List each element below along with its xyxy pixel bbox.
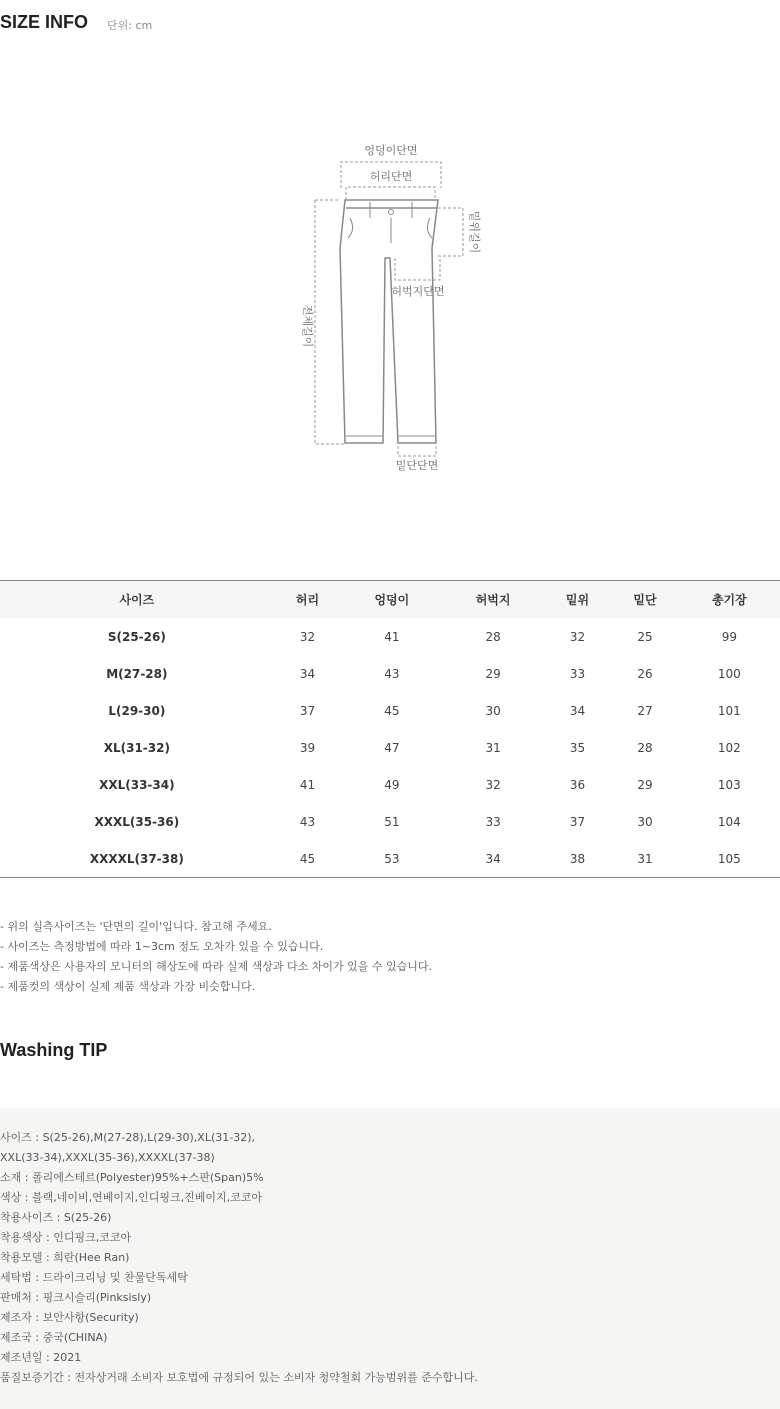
product-info-line: XXL(33-34),XXXL(35-36),XXXXL(37-38) xyxy=(0,1151,215,1164)
product-info-line: 품질보증기간 : 전자상거래 소비자 보호법에 규정되어 있는 소비자 청약철회 가능범위를 준수합니다. xyxy=(0,1371,478,1384)
pants-illustration xyxy=(340,200,438,443)
table-cell: 53 xyxy=(384,851,400,866)
product-info-line: 착용색상 : 인디핑크,코코아 xyxy=(0,1231,132,1244)
table-cell: 27 xyxy=(637,703,653,718)
table-row xyxy=(0,729,780,766)
table-cell: 37 xyxy=(569,814,586,829)
table-cell: 43 xyxy=(299,814,316,829)
product-info-line: 제조년일 : 2021 xyxy=(0,1351,82,1364)
table-row xyxy=(0,840,780,878)
pants-measurement-diagram xyxy=(290,138,490,478)
table-cell: 45 xyxy=(299,851,316,866)
table-cell-size: S(25-26) xyxy=(107,629,166,644)
product-info-list xyxy=(0,1128,478,1388)
table-cell: 32 xyxy=(569,629,586,644)
table-row xyxy=(0,766,780,803)
table-cell: 30 xyxy=(485,703,501,718)
table-cell: 31 xyxy=(485,740,501,755)
table-cell: 32 xyxy=(299,629,316,644)
note-line: - 사이즈는 측정방법에 따라 1~3cm 정도 오차가 있을 수 있습니다. xyxy=(0,940,324,953)
hip-measurement-label: 엉덩이단면 xyxy=(364,144,418,157)
size-table xyxy=(0,580,780,878)
table-cell: 34 xyxy=(299,666,316,681)
size-unit-label: 단위: cm xyxy=(107,19,153,32)
product-info-line: 색상 : 블랙,네이비,연베이지,인디핑크,진베이지,코코아 xyxy=(0,1191,262,1204)
table-cell: 41 xyxy=(299,777,316,792)
table-cell: 34 xyxy=(485,851,501,866)
header-thigh: 허벅지 xyxy=(442,581,543,619)
product-info-box xyxy=(0,1108,780,1409)
table-cell: 105 xyxy=(717,851,741,866)
table-cell: 33 xyxy=(569,666,586,681)
table-row xyxy=(0,655,780,692)
table-cell: 99 xyxy=(721,629,737,644)
header-size: 사이즈 xyxy=(0,581,274,619)
table-cell: 51 xyxy=(384,814,400,829)
table-cell: 38 xyxy=(569,851,586,866)
size-table-header-row xyxy=(0,581,780,619)
table-cell: 37 xyxy=(299,703,316,718)
product-info-line: 세탁법 : 드라이크리닝 및 찬물단독세탁 xyxy=(0,1271,188,1284)
total-length-measurement-label: 전체길이 xyxy=(301,304,314,348)
note-line: - 제품컷의 색상이 실제 제품 색상과 가장 비슷합니다. xyxy=(0,980,256,993)
table-cell: 41 xyxy=(384,629,400,644)
washing-tip-title: Washing TIP xyxy=(0,1040,108,1060)
product-info-line: 판매처 : 핑크시슬리(Pinksisly) xyxy=(0,1291,152,1304)
product-info-line: 제조국 : 중국(CHINA) xyxy=(0,1331,108,1344)
waist-measurement-label: 허리단면 xyxy=(369,170,413,183)
table-cell: 45 xyxy=(384,703,400,718)
product-info-line: 착용모델 : 희란(Hee Ran) xyxy=(0,1251,130,1264)
table-cell: 30 xyxy=(637,814,653,829)
table-cell: 35 xyxy=(569,740,586,755)
table-cell: 25 xyxy=(637,629,653,644)
header-hip: 엉덩이 xyxy=(341,581,442,619)
table-cell: 29 xyxy=(485,666,501,681)
table-cell-size: M(27-28) xyxy=(106,666,168,681)
table-cell: 29 xyxy=(637,777,653,792)
header-hem: 밑단 xyxy=(611,581,679,619)
table-cell: 39 xyxy=(299,740,316,755)
product-info-line: 사이즈 : S(25-26),M(27-28),L(29-30),XL(31-32), xyxy=(0,1131,256,1144)
hem-measurement-label: 밑단단면 xyxy=(395,459,439,472)
size-info-title: SIZE INFO xyxy=(0,12,89,32)
table-cell: 36 xyxy=(569,777,586,792)
table-cell: 33 xyxy=(485,814,501,829)
table-cell: 101 xyxy=(717,703,741,718)
table-cell-size: L(29-30) xyxy=(108,703,166,718)
table-row xyxy=(0,692,780,729)
table-cell: 47 xyxy=(384,740,400,755)
rise-measurement-label: 밑위길이 xyxy=(468,210,481,254)
table-cell: 103 xyxy=(717,777,741,792)
table-cell-size: XXL(33-34) xyxy=(99,777,175,792)
header-rise: 밑위 xyxy=(544,581,612,619)
table-cell: 34 xyxy=(569,703,586,718)
note-line: - 위의 실측사이즈는 '단면의 길이'입니다. 참고해 주세요. xyxy=(0,920,272,933)
table-cell: 100 xyxy=(717,666,741,681)
product-info-line: 착용사이즈 : S(25-26) xyxy=(0,1211,112,1224)
table-cell: 28 xyxy=(485,629,501,644)
header-waist: 허리 xyxy=(274,581,342,619)
table-cell: 26 xyxy=(637,666,653,681)
table-cell-size: XXXL(35-36) xyxy=(94,814,180,829)
table-cell: 102 xyxy=(717,740,741,755)
product-info-line: 소재 : 폴리에스테르(Polyester)95%+스판(Span)5% xyxy=(0,1171,264,1184)
table-cell: 43 xyxy=(384,666,400,681)
table-cell: 49 xyxy=(384,777,400,792)
table-cell: 32 xyxy=(485,777,501,792)
product-info-line: 제조자 : 보안사항(Security) xyxy=(0,1311,139,1324)
table-row xyxy=(0,618,780,655)
table-row xyxy=(0,803,780,840)
pants-diagram-svg xyxy=(290,138,490,478)
size-notes xyxy=(0,917,780,997)
table-cell-size: XL(31-32) xyxy=(103,740,170,755)
note-line: - 제품색상은 사용자의 모니터의 해상도에 따라 실제 색상과 다소 차이가 있을 수 있습니다. xyxy=(0,960,432,973)
header-total-length: 총기장 xyxy=(679,581,780,619)
table-cell: 28 xyxy=(637,740,653,755)
table-cell-size: XXXXL(37-38) xyxy=(89,851,184,866)
table-cell: 104 xyxy=(717,814,741,829)
thigh-measurement-label: 허벅지단면 xyxy=(391,285,445,298)
table-cell: 31 xyxy=(637,851,653,866)
